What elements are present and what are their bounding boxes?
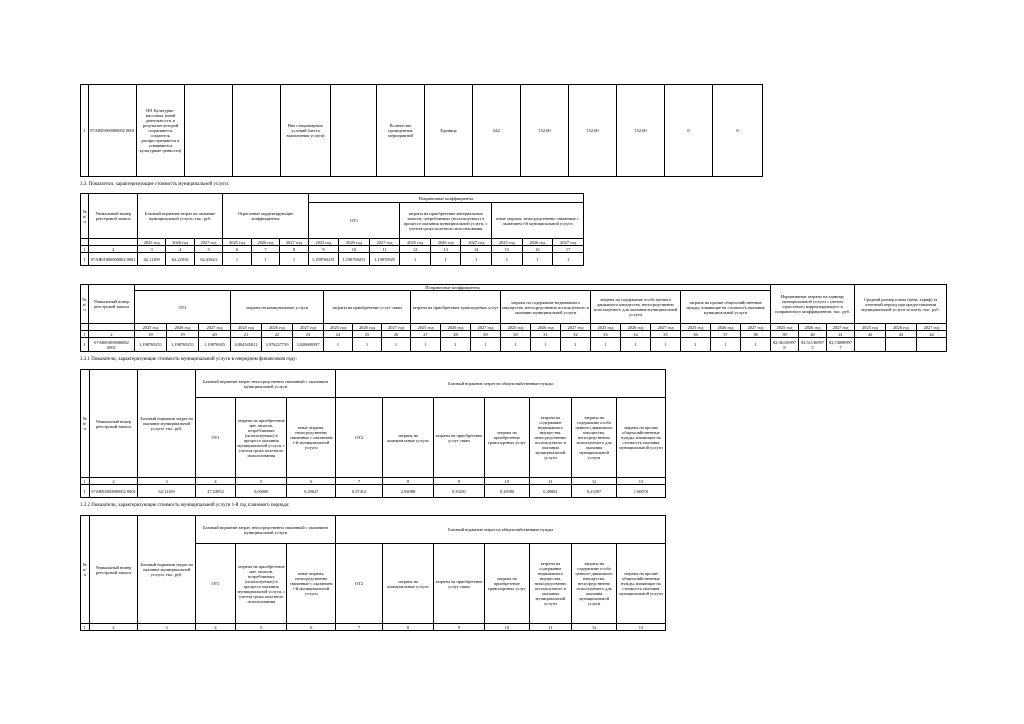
year-cell: 2026 год [711,324,741,331]
num-cell: 4 [195,478,235,485]
header-ot2: ОТ2 [336,544,383,624]
cell: 82,74088997 7 [827,338,855,352]
header-avg-price: Средний размер платы (цена, тариф) за отчетный период при предоставлении муниципальной услуги за плату, тыс. руб. [855,285,947,324]
cell: 1 [81,253,89,266]
cell: 1 [621,338,651,352]
header-real-estate: затраты на содержание недвижимого имущества, непосредственно используемого в оказании муниципальной услуги [529,398,572,478]
cell: 07АЯ01000000002 0001 [89,85,137,177]
num-cell: 9 [433,624,484,631]
cell: 1 [681,338,711,352]
cell: 1 [531,338,561,352]
cell [233,85,281,177]
num-cell: 11 [369,246,400,253]
header-other-needs: затраты на прочие общехозяйственные нужды, влияющие на стоимость оказания муниципальной услуги [616,398,665,478]
num-cell: 10 [339,246,370,253]
header-communication: затраты на приобретение услуг связи [433,544,484,624]
cell: 1 [353,338,382,352]
num-cell: 23 [293,331,324,338]
cell: 1 [441,338,471,352]
header-correction: Поправочные коэффициенты [135,285,771,291]
cell: 642 [473,85,521,177]
num-cell: 13 [616,624,665,631]
num-cell: 14 [461,246,492,253]
num-cell: 1 [81,331,89,338]
num-cell: 16 [522,246,553,253]
cell: 1,198769251 [308,253,339,266]
year-cell: 2025 год [308,239,339,246]
num-cell: 2 [89,246,137,253]
cell: 07АЯ01000000002 0001 [89,338,135,352]
services-table [80,84,763,177]
year-cell: 2027 год [280,239,308,246]
year-cell: 2026 год [886,324,917,331]
cell: 152,00 [569,85,617,177]
num-cell: 21 [231,331,262,338]
cell: 2,94088 [382,485,433,498]
num-cell: 10 [485,624,530,631]
cell: 62,41623 [194,253,222,266]
cell: 1 [223,253,251,266]
num-cell: 20 [199,331,231,338]
year-cell: 2025 год [231,324,262,331]
cell: 62,11109 [137,253,165,266]
num-cell: 26 [382,331,411,338]
cell: 1,19876925 [369,253,400,266]
cell: 1 [280,253,308,266]
header-registry: Уникальный номер реестровой записи [89,285,135,324]
cell: 1 [430,253,461,266]
num-cell: 36 [681,331,711,338]
header-direct: Базовый норматив затрат, непосредственно связанный с оказанием муниципальной услуги [195,370,335,398]
cell: Количество проведенных мероприятий [377,85,425,177]
num-cell: 29 [471,331,501,338]
year-cell: 2027 год [461,239,492,246]
num-cell: 43 [886,331,917,338]
header-valuable-property: затраты на содержание особо ценного движимого имущества, непосредственно используемого для оказания муниципальной услуги [591,291,681,324]
num-cell: 4 [195,624,235,631]
num-cell: 2 [89,624,138,631]
year-cell: 2026 год [339,239,370,246]
cell [886,338,917,352]
cell: 152,00 [617,85,665,177]
num-cell: 5 [236,478,287,485]
cell: 3,976237739 [262,338,293,352]
num-cell: 33 [591,331,621,338]
header-transport: затраты на приобретение транспортных услуг [485,398,530,478]
year-cell: 2027 год [471,324,501,331]
year-cell: 2027 год [194,239,222,246]
year-cell: 2025 год [135,324,167,331]
num-cell: 40 [799,331,827,338]
cell: 47,52852 [195,485,235,498]
num-cell: 8 [382,478,433,485]
cell: 3,020689397 [293,338,324,352]
cell: 0,00000 [236,485,287,498]
year-cell: 2025 год [411,324,441,331]
header-n: № п/п [81,516,90,624]
header-materials: затраты на приобретение материальных запасов, потребляемых (используемых) в процессе оказания муниципальной услуги, с учетом срока полезного использования [400,203,492,239]
num-cell: 32 [561,331,591,338]
year-cell: 2025 год [771,324,799,331]
cell: 0 [713,85,763,177]
year-cell: 2027 год [382,324,411,331]
year-cell: 2026 год [621,324,651,331]
header-registry: Уникальный номер реестровой записи [89,516,138,624]
num-cell: 8 [382,624,433,631]
num-cell: 7 [336,624,383,631]
num-cell: 39 [771,331,799,338]
cell: 1 [382,338,411,352]
year-cell: 2027 год [651,324,681,331]
header-n: № п/п [81,194,89,239]
year-cell: 2026 год [430,239,461,246]
num-cell: 27 [411,331,441,338]
header-real-estate: затраты на содержание недвижимого имущества, непосредственно используемого в оказании муниципальной услуги [501,291,591,324]
num-cell: 11 [529,624,572,631]
cell: 1 [561,338,591,352]
header-transport: затраты на приобретение транспортных услуг [485,544,530,624]
header-valuable-property: затраты на содержание особо ценного движимого имущества, непосредственно используемого для оказания муниципальной услуги [572,544,617,624]
year-cell: 2027 год [917,324,947,331]
cell: 1 [522,253,553,266]
cell [855,338,886,352]
cell: 1 [324,338,353,352]
header-transport: затраты на приобретение транспортных услуг [411,291,501,324]
header-correction: Поправочные коэффициенты [308,194,583,203]
num-cell: 6 [287,478,336,485]
cell: 1 [251,253,279,266]
header-utilities: затраты на коммунальные услуги [231,291,324,324]
header-registry: Уникальный номер реестровой записи [89,370,138,478]
num-cell: 18 [135,331,167,338]
caption-3-3-2: 3.3.2 Показатели, характеризующие стоимость муниципальной услуги 1-й год планового периода: [80,503,290,508]
num-cell: 30 [501,331,531,338]
cell: 1 [81,485,90,498]
header-other: иные затраты, непосредственно связанные с оказанием i-й муниципальной услуги [287,544,336,624]
cell: 1 [81,338,89,352]
cell: 62,22910 [166,253,194,266]
header-registry: Уникальный номер реестровой записи [89,194,137,239]
num-cell: 7 [336,478,383,485]
num-cell: 3 [138,478,195,485]
header-utilities: затраты на коммунальные услуги [382,398,433,478]
year-cell: 2025 год [223,239,251,246]
header-general: Базовый норматив затрат на общехозяйственные нужды [336,516,666,544]
num-cell: 34 [621,331,651,338]
num-cell: 31 [531,331,561,338]
num-cell: 12 [572,478,617,485]
cell: 1,198769251 [135,338,167,352]
cell: 0,49002 [529,485,572,498]
year-cell: 2026 год [799,324,827,331]
year-cell: 2026 год [353,324,382,331]
cell: 82,36156997 8 [771,338,799,352]
header-base: Базовый норматив затрат на оказание муниципальной услуги, тыс. руб. [138,516,195,624]
cell: 1,198769251 [167,338,199,352]
year-cell: 2025 год [324,324,353,331]
header-materials: затраты на приобретение мат. запасов, потребляемых (используемых) в процессе оказания муниципальной услуги, с учетом срока полезного использования [236,544,287,624]
num-cell: 9 [308,246,339,253]
num-cell: 15 [492,246,523,253]
header-branch: Отраслевые корректирующие коэффициенты [223,194,308,239]
header-n: № п/п [81,285,89,324]
num-cell: 6 [287,624,336,631]
header-other: иные затраты, непосредственно связанные с оказанием i-й муниципальной услуги [492,203,584,239]
num-cell: 1 [81,478,90,485]
cell: 1 [651,338,681,352]
cell: 07АЯ01000000002 0001 [89,485,138,498]
num-cell: 41 [827,331,855,338]
num-cell: 3 [138,624,195,631]
cell: 0,57412 [336,485,383,498]
cell [917,338,947,352]
header-ot1: ОТ1 [195,544,235,624]
num-cell: 2 [89,331,135,338]
cell: 0,33201 [433,485,484,498]
num-cell: 1 [81,246,89,253]
header-communication: затраты на приобретение услуг связи [433,398,484,478]
header-ot2: ОТ2 [135,291,231,324]
num-cell: 13 [430,246,461,253]
num-cell: 42 [855,331,886,338]
cell: 82,51136997 5 [799,338,827,352]
cell: 0,23397 [572,485,617,498]
header-other-needs: затраты на прочие общехозяйственные нужды, влияющие на стоимость оказания муниципальной услуги [616,544,665,624]
header-general: Базовый норматив затрат на общехозяйственные нужды [336,370,666,398]
num-cell: 13 [616,478,665,485]
caption-3-3: 3.3. Показатели, характеризующие стоимость муниципальной услуги: [80,182,230,187]
header-ot1: ОТ1 [195,398,235,478]
year-cell: 2026 год [262,324,293,331]
year-cell: 2026 год [522,239,553,246]
cell: 1 [711,338,741,352]
cell: 1 [400,253,431,266]
cell: 1 [81,85,89,177]
cell: 62,11109 [138,485,195,498]
cell: 1 [741,338,771,352]
num-cell: 44 [917,331,947,338]
num-cell: 12 [572,624,617,631]
num-cell: 24 [324,331,353,338]
year-cell: 2025 год [855,324,886,331]
year-cell: 2026 год [251,239,279,246]
num-cell: 22 [262,331,293,338]
year-cell: 2025 год [492,239,523,246]
num-cell: 10 [485,478,530,485]
num-cell: 35 [651,331,681,338]
num-cell: 5 [194,246,222,253]
num-cell: 17 [553,246,584,253]
year-cell: 2025 год [681,324,711,331]
header-other-needs: затраты на прочие общехозяйственные нужды, влияющие на стоимость оказания муниципальной услуги [681,291,771,324]
cell: 1,198769251 [339,253,370,266]
cell: 0,10580 [485,485,530,498]
cost-table-4 [80,515,666,631]
header-ot1: ОТ1 [308,203,400,239]
cell: 0,29627 [287,485,336,498]
year-cell: 2026 год [167,324,199,331]
cost-table-1 [80,193,584,266]
num-cell: 8 [280,246,308,253]
year-cell: 2027 год [561,324,591,331]
year-cell: 2027 год [369,239,400,246]
header-valuable-property: затраты на содержание особо ценного движимого имущества, непосредственно используемого для оказания муниципальной услуги [572,398,617,478]
num-cell: 3 [137,246,165,253]
year-cell: 2027 год [293,324,324,331]
num-cell: 2 [89,478,138,485]
header-base: Базовый норматив затрат на оказание муниципальной услуги, тыс. руб. [137,194,222,239]
header-ot2: ОТ2 [336,398,383,478]
num-cell: 11 [529,478,572,485]
num-cell: 37 [711,331,741,338]
header-materials: затраты на приобретение мат. запасов, потребляемых (используемых) в процессе оказания муниципальной услуги, с учетом срока полезного использования [236,398,287,478]
cell: 1 [411,338,441,352]
cell: 1 [501,338,531,352]
cell: 0 [665,85,713,177]
num-cell: 1 [81,624,90,631]
header-utilities: затраты на коммунальные услуги [382,544,433,624]
year-cell: 2027 год [553,239,584,246]
year-cell: 2025 год [400,239,431,246]
num-cell: 12 [400,246,431,253]
cell: 1,19876925 [199,338,231,352]
cell: 1,60070 [616,485,665,498]
header-communication: затраты на приобретение услуг связи [324,291,411,324]
year-cell: 2027 год [827,324,855,331]
year-cell: 2027 год [741,324,771,331]
num-cell: 28 [441,331,471,338]
num-cell: 38 [741,331,771,338]
header-real-estate: затраты на содержание недвижимого имущества, непосредственно используемого в оказании муниципальной услуги [529,544,572,624]
cell: 152,00 [521,85,569,177]
cell [185,85,233,177]
num-cell: 9 [433,478,484,485]
year-cell: 2027 год [199,324,231,331]
year-cell: 2026 год [166,239,194,246]
num-cell: 5 [236,624,287,631]
cell: 1 [591,338,621,352]
cell: 07АЯ01000000002 0001 [89,253,137,266]
num-cell: 25 [353,331,382,338]
num-cell: 6 [223,246,251,253]
header-other: иные затраты, непосредственно связанные с оказанием i-й муниципальной услуги [287,398,336,478]
cost-table-2 [80,284,947,352]
cell: 4,884545812 [231,338,262,352]
year-cell: 2026 год [441,324,471,331]
cell: 1 [492,253,523,266]
cell: 1 [553,253,584,266]
num-cell: 7 [251,246,279,253]
cell [331,85,377,177]
cell: 001 Культурно-массовых (иной деятельности, в результате которой сохраняются, создаются, распространяются и осваиваются культурные ценности) [137,85,185,177]
cell: 1 [461,253,492,266]
num-cell: 19 [167,331,199,338]
year-cell: 2025 год [591,324,621,331]
cell: Единица [425,85,473,177]
header-direct: Базовый норматив затрат, непосредственно связанный с оказанием муниципальной услуги [195,516,335,544]
cost-table-3 [80,369,666,498]
caption-3-3-1: 3.3.1 Показатели, характеризующие стоимость муниципальной услуги в очередном финансовом году: [80,357,298,362]
year-cell: 2026 год [531,324,561,331]
header-base: Базовый норматив затрат на оказание муниципальной услуги, тыс. руб. [138,370,195,478]
cell: Вне стационарных условий (места выполнения услуги) [281,85,331,177]
year-cell: 2025 год [501,324,531,331]
year-cell: 2025 год [137,239,165,246]
header-n: № п/п [81,370,90,478]
header-normative: Нормативные затраты на единицу муниципальной услуги с учетом отраслевого корректирующего и поправочного коэффициентов, тыс. руб. [771,285,855,324]
cell: 1 [471,338,501,352]
num-cell: 4 [166,246,194,253]
